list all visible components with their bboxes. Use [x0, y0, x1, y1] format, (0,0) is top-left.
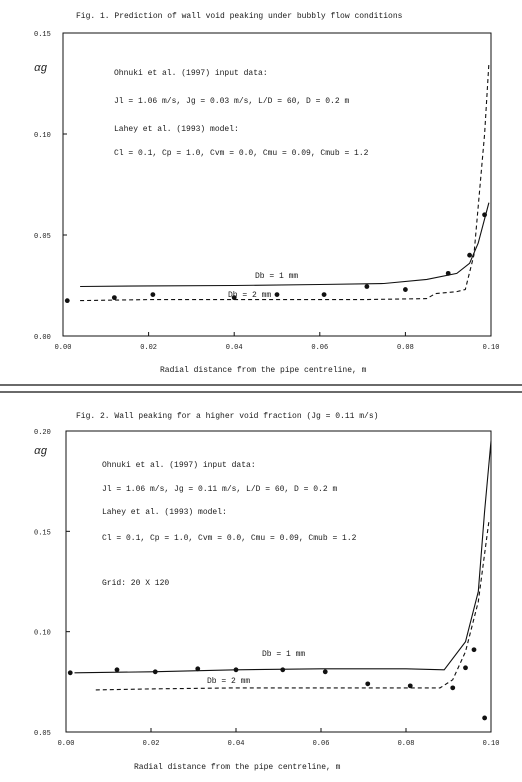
fig1-y-tick-label: 0.15	[34, 31, 51, 39]
fig2-experimental-point	[153, 669, 158, 674]
fig1-annotation-conditions: Jl = 1.06 m/s, Jg = 0.03 m/s, L/D = 60, D = 0.2 m	[114, 97, 350, 106]
fig2-experimental-point	[115, 667, 120, 672]
fig2-experimental-point	[450, 685, 455, 690]
fig2-experimental-point	[195, 666, 200, 671]
fig2-experimental-point	[482, 716, 487, 721]
fig1-y-ticks	[34, 31, 67, 342]
fig1-x-ticks	[55, 332, 500, 352]
fig1-plot-frame	[63, 33, 491, 336]
fig2-y-tick-label: 0.10	[34, 629, 51, 638]
fig1-experimental-point	[150, 292, 155, 297]
fig2-experimental-point	[68, 670, 73, 675]
fig1-annotation-model: Lahey et al. (1993) model:	[114, 125, 239, 134]
fig2-y-tick-label: 0.15	[34, 529, 51, 538]
fig2-experimental-point	[408, 683, 413, 688]
fig2-x-tick-label: 0.02	[142, 740, 160, 748]
fig1-x-tick-label: 0.06	[311, 344, 329, 352]
fig2-series-db2-dashed-line	[96, 521, 489, 690]
fig2-experimental-point	[323, 669, 328, 674]
fig1-x-tick-label: 0.04	[225, 344, 243, 352]
fig2-x-axis-label: Radial distance from the pipe centreline, m	[134, 763, 341, 772]
fig2-y-axis-label: αg	[34, 446, 48, 458]
fig2-x-tick-label: 0.04	[227, 740, 245, 748]
fig1-experimental-point	[446, 271, 451, 276]
fig2-annotation-conditions: Jl = 1.06 m/s, Jg = 0.11 m/s, L/D = 60, D = 0.2 m	[102, 485, 338, 494]
fig2-x-tick-label: 0.06	[312, 740, 330, 748]
fig2-experimental-point	[234, 667, 239, 672]
fig2-label-db1: Db = 1 mm	[262, 650, 306, 659]
fig2-experimental-point	[472, 647, 477, 652]
fig2-annotation-source: Ohnuki et al. (1997) input data:	[102, 461, 256, 470]
fig2-annotation-coefficients: Cl = 0.1, Cp = 1.0, Cvm = 0.0, Cmu = 0.09, Cmub = 1.2	[102, 534, 357, 543]
fig1-x-tick-label: 0.10	[482, 344, 500, 352]
fig2-x-tick-label: 0.08	[397, 740, 415, 748]
fig1-y-tick-label: 0.05	[34, 233, 51, 241]
fig2-title: Fig. 2. Wall peaking for a higher void fraction (Jg = 0.11 m/s)	[76, 412, 379, 421]
fig2-experimental-point	[280, 667, 285, 672]
fig2-x-tick-label: 0.00	[57, 740, 75, 748]
fig1-experimental-point	[112, 295, 117, 300]
fig1-chart	[34, 12, 499, 375]
fig1-label-db1: Db = 1 mm	[255, 272, 299, 281]
fig2-series-db1-solid-line	[75, 441, 492, 673]
fig2-experimental-point	[365, 681, 370, 686]
fig1-label-db2: Db = 2 mm	[228, 291, 272, 300]
fig2-y-tick-label: 0.05	[34, 730, 51, 738]
fig1-y-axis-label: αg	[34, 63, 48, 75]
fig1-experimental-point	[65, 298, 70, 303]
fig1-experimental-point	[482, 212, 487, 217]
fig2-x-tick-label: 0.10	[482, 740, 500, 748]
fig2-annotation-model: Lahey et al. (1993) model:	[102, 508, 227, 517]
fig1-experimental-point	[467, 253, 472, 258]
fig2-chart	[34, 412, 499, 772]
fig2-x-ticks	[58, 728, 500, 748]
fig1-experimental-point	[364, 284, 369, 289]
fig1-y-tick-label: 0.00	[34, 334, 51, 342]
fig1-x-tick-label: 0.02	[140, 344, 158, 352]
fig1-x-tick-label: 0.00	[54, 344, 72, 352]
fig2-annotation-grid: Grid: 20 X 120	[102, 579, 170, 588]
fig2-experimental-point	[463, 665, 468, 670]
fig1-y-tick-label: 0.10	[34, 132, 51, 140]
fig2-label-db2: Db = 2 mm	[207, 677, 251, 686]
fig1-experimental-point	[275, 292, 280, 297]
fig1-x-tick-label: 0.08	[396, 344, 414, 352]
fig1-x-axis-label: Radial distance from the pipe centreline, m	[160, 366, 367, 375]
fig1-experimental-point	[322, 292, 327, 297]
fig1-experimental-point	[403, 287, 408, 292]
fig1-annotation-source: Ohnuki et al. (1997) input data:	[114, 69, 268, 78]
fig2-y-ticks	[34, 429, 70, 738]
fig1-title: Fig. 1. Prediction of wall void peaking under bubbly flow conditions	[76, 12, 403, 21]
fig1-annotation-coefficients: Cl = 0.1, Cp = 1.0, Cvm = 0.0, Cmu = 0.09, Cmub = 1.2	[114, 149, 369, 158]
fig2-y-tick-label: 0.20	[34, 429, 51, 437]
